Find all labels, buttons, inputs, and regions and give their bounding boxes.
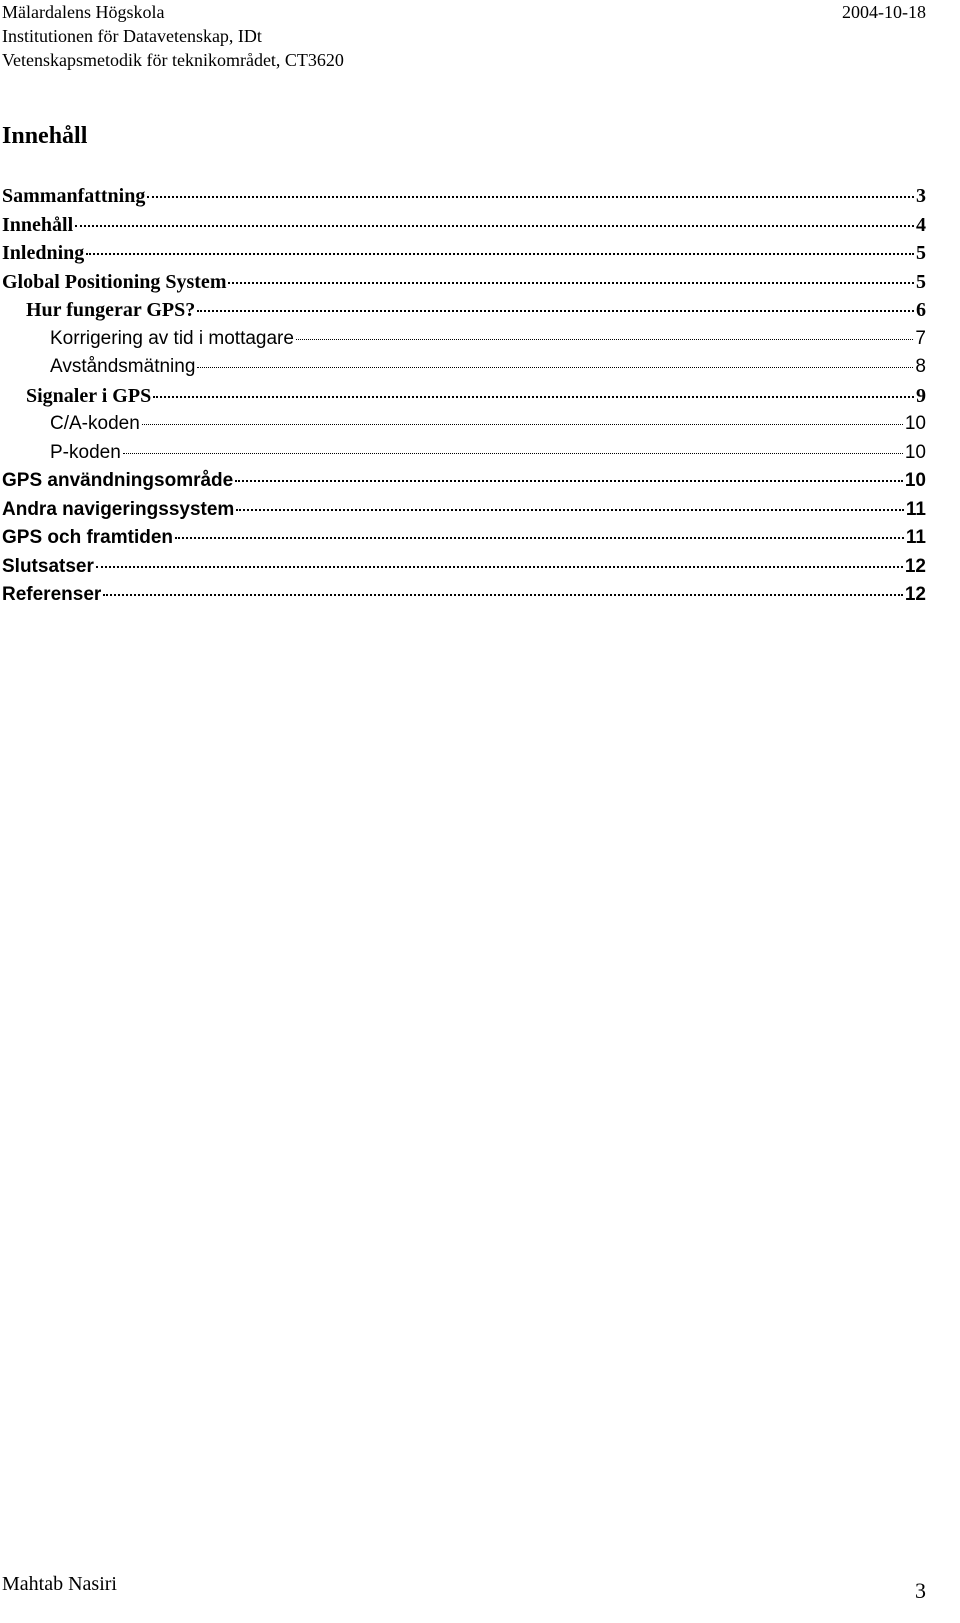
table-of-contents — [2, 182, 926, 610]
toc-entry-page: 10 — [904, 441, 926, 463]
toc-dot-leader — [86, 253, 914, 255]
toc-entry[interactable] — [2, 353, 926, 382]
toc-entry-label: Avståndsmätning — [50, 356, 196, 377]
department-name: Institutionen för Datavetenskap, IDt — [2, 26, 262, 46]
header-line-2 — [2, 24, 926, 48]
footer-author: Mahtab Nasiri — [2, 1573, 117, 1595]
toc-dot-leader — [96, 566, 903, 568]
toc-dot-leader — [175, 537, 904, 539]
toc-entry[interactable] — [2, 239, 926, 268]
toc-entry-page: 12 — [904, 584, 926, 605]
toc-entry[interactable] — [2, 325, 926, 354]
toc-entry-label: Korrigering av tid i mottagare — [50, 327, 294, 349]
toc-entry-label: Global Positioning System — [2, 270, 227, 293]
toc-entry-label: GPS användningsområde — [2, 470, 234, 491]
toc-entry[interactable] — [2, 296, 926, 325]
toc-entry-label: GPS och framtiden — [2, 527, 174, 548]
toc-entry-page: 11 — [905, 527, 926, 548]
institution-name: Mälardalens Högskola — [2, 2, 165, 22]
toc-entry-label: Sammanfattning — [2, 185, 146, 207]
toc-entry[interactable] — [2, 581, 926, 610]
toc-dot-leader — [142, 424, 903, 425]
toc-entry[interactable] — [2, 524, 926, 553]
toc-dot-leader — [296, 339, 913, 340]
toc-entry-label: Slutsatser — [2, 555, 94, 577]
page-header — [2, 0, 926, 72]
toc-entry-page: 5 — [916, 242, 926, 264]
toc-dot-leader — [236, 509, 904, 511]
footer-page-number: 3 — [915, 1578, 926, 1603]
header-line-3 — [2, 48, 926, 72]
toc-entry-page: 6 — [916, 299, 926, 321]
toc-title: Innehåll — [2, 123, 88, 149]
toc-entry-page: 12 — [904, 555, 926, 577]
toc-dot-leader — [228, 282, 914, 284]
toc-entry-label: C/A-koden — [50, 413, 140, 434]
header-line-1 — [2, 0, 926, 24]
toc-entry-label: Innehåll — [2, 213, 74, 236]
toc-entry[interactable] — [2, 182, 926, 211]
toc-dot-leader — [123, 453, 903, 454]
toc-entry-page: 10 — [904, 413, 926, 434]
toc-entry-label: Inledning — [2, 242, 85, 264]
course-name: Vetenskapsmetodik för teknikområdet, CT3620 — [2, 50, 344, 70]
toc-entry[interactable] — [2, 268, 926, 297]
toc-dot-leader — [75, 225, 914, 227]
toc-dot-leader — [197, 367, 913, 368]
toc-entry-page: 4 — [916, 213, 926, 236]
toc-entry-label: Referenser — [2, 584, 102, 605]
toc-dot-leader — [197, 310, 914, 312]
toc-entry[interactable] — [2, 439, 926, 468]
toc-entry-label: Hur fungerar GPS? — [26, 299, 196, 321]
document-date: 2004-10-18 — [842, 2, 926, 22]
toc-entry-page: 11 — [905, 498, 926, 520]
toc-entry[interactable] — [2, 410, 926, 439]
toc-dot-leader — [103, 594, 903, 596]
toc-entry-label: Signaler i GPS — [26, 384, 152, 407]
toc-entry[interactable] — [2, 553, 926, 582]
toc-entry-page: 9 — [916, 384, 926, 407]
toc-entry-page: 8 — [915, 356, 926, 377]
toc-entry[interactable] — [2, 467, 926, 496]
toc-entry[interactable] — [2, 496, 926, 525]
toc-entry-page: 7 — [915, 327, 926, 349]
toc-entry-label: P-koden — [50, 441, 121, 463]
toc-entry-page: 3 — [916, 185, 926, 207]
toc-dot-leader — [235, 480, 903, 482]
toc-dot-leader — [147, 196, 914, 198]
toc-entry[interactable] — [2, 382, 926, 411]
toc-dot-leader — [153, 396, 914, 398]
toc-entry-page: 10 — [904, 470, 926, 491]
toc-entry-page: 5 — [916, 270, 926, 293]
toc-entry-label: Andra navigeringssystem — [2, 498, 235, 520]
toc-entry[interactable] — [2, 211, 926, 240]
